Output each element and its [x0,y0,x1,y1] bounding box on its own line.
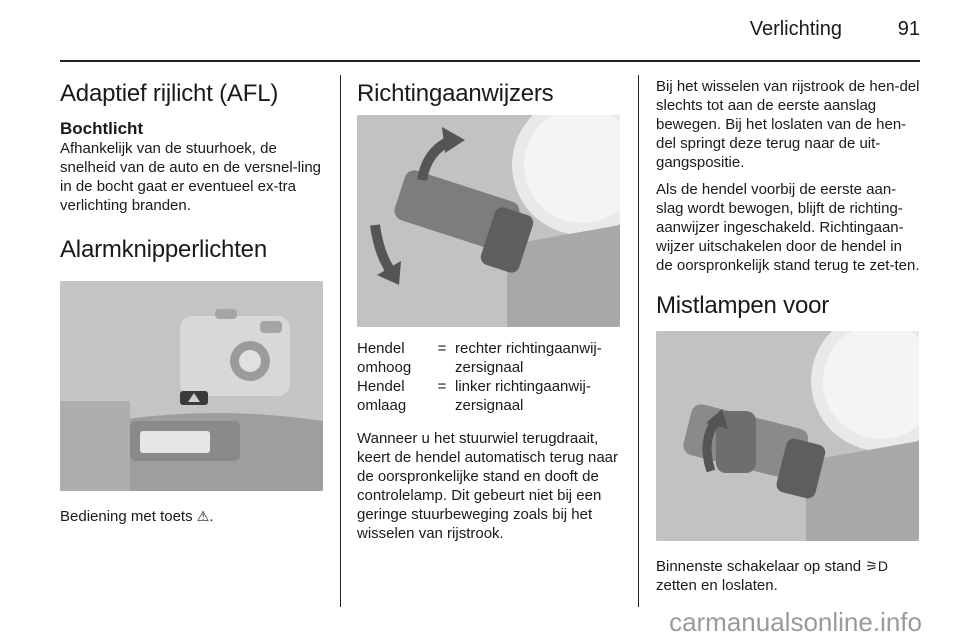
row-value: linker richtingaanwij-zersignaal [455,378,591,414]
column-1 [60,75,325,526]
caption-alarm-text: Bediening met toets [60,508,193,525]
caption-mist [656,557,922,595]
column-divider-left [340,75,341,607]
page-header-title: Verlichting [749,18,842,40]
page-number: 91 [897,18,920,40]
figure-indicator-lever [357,115,620,327]
hazard-triangle-icon: ⚠ [196,508,210,524]
heading-afl: Adaptief rijlicht (AFL) [60,80,279,107]
column-3 [656,75,922,595]
lever-definition-table [357,339,622,415]
caption-alarm: Bediening met toets ⚠. [60,508,214,525]
figure-foglight-switch [656,331,919,541]
front-foglight-icon: ⚞D [865,558,888,574]
watermark: carmanualsonline.info [669,607,922,637]
column-2 [357,75,622,543]
caption-mist-text-2: zetten en loslaten. [656,577,778,594]
paragraph-voorbij-aanslag: Als de hendel voorbij de eerste aan-slag wordt bewogen, blijft de richting-aanwijzer ingeschakeld. Richtingaan-wijzer uitschakelen door de hendel in de oorspronkelijk stand terug te zet-ten. [656,181,920,274]
caption-mist-text: Binnenste schakelaar op stand [656,558,862,575]
figure-hazard-switch [60,281,323,491]
row-key: Hendel omhoog [357,340,412,376]
row-key: Hendel omlaag [357,378,407,414]
column-divider-right [638,75,639,607]
table-row [357,377,622,415]
row-eq: = [437,340,447,357]
paragraph-terugdraaien: Wanneer u het stuurwiel terugdraait, keert de hendel automatisch terug naar de oorspronkelijke stand en dooft de controlelamp. Dit gebeurt niet bij een geringe stuurbeweging zoals bij het wisselen van rijstrook. [357,430,618,542]
heading-richtingaanwijzers: Richtingaanwijzers [357,80,554,107]
paragraph-wisselen: Bij het wisselen van rijstrook de hen-del slechts tot aan de eerste aanslag bewegen. Bij het loslaten van de hen-del springt deze terug naar de uit-gangspositie. [656,78,920,171]
heading-mistlampen: Mistlampen voor [656,292,830,319]
table-row [357,339,622,377]
header-rule [60,60,920,62]
subheading-bochtlicht: Bochtlicht [60,119,144,138]
row-eq: = [437,378,447,395]
heading-alarmknipperlichten: Alarmknipperlichten [60,236,267,263]
paragraph-bochtlicht: Afhankelijk van de stuurhoek, de snelheid van de auto en de versnel-ling in de bocht gaat er eventueel ex-tra verlichting branden. [60,140,322,214]
row-value: rechter richtingaanwij-zersignaal [455,340,602,376]
